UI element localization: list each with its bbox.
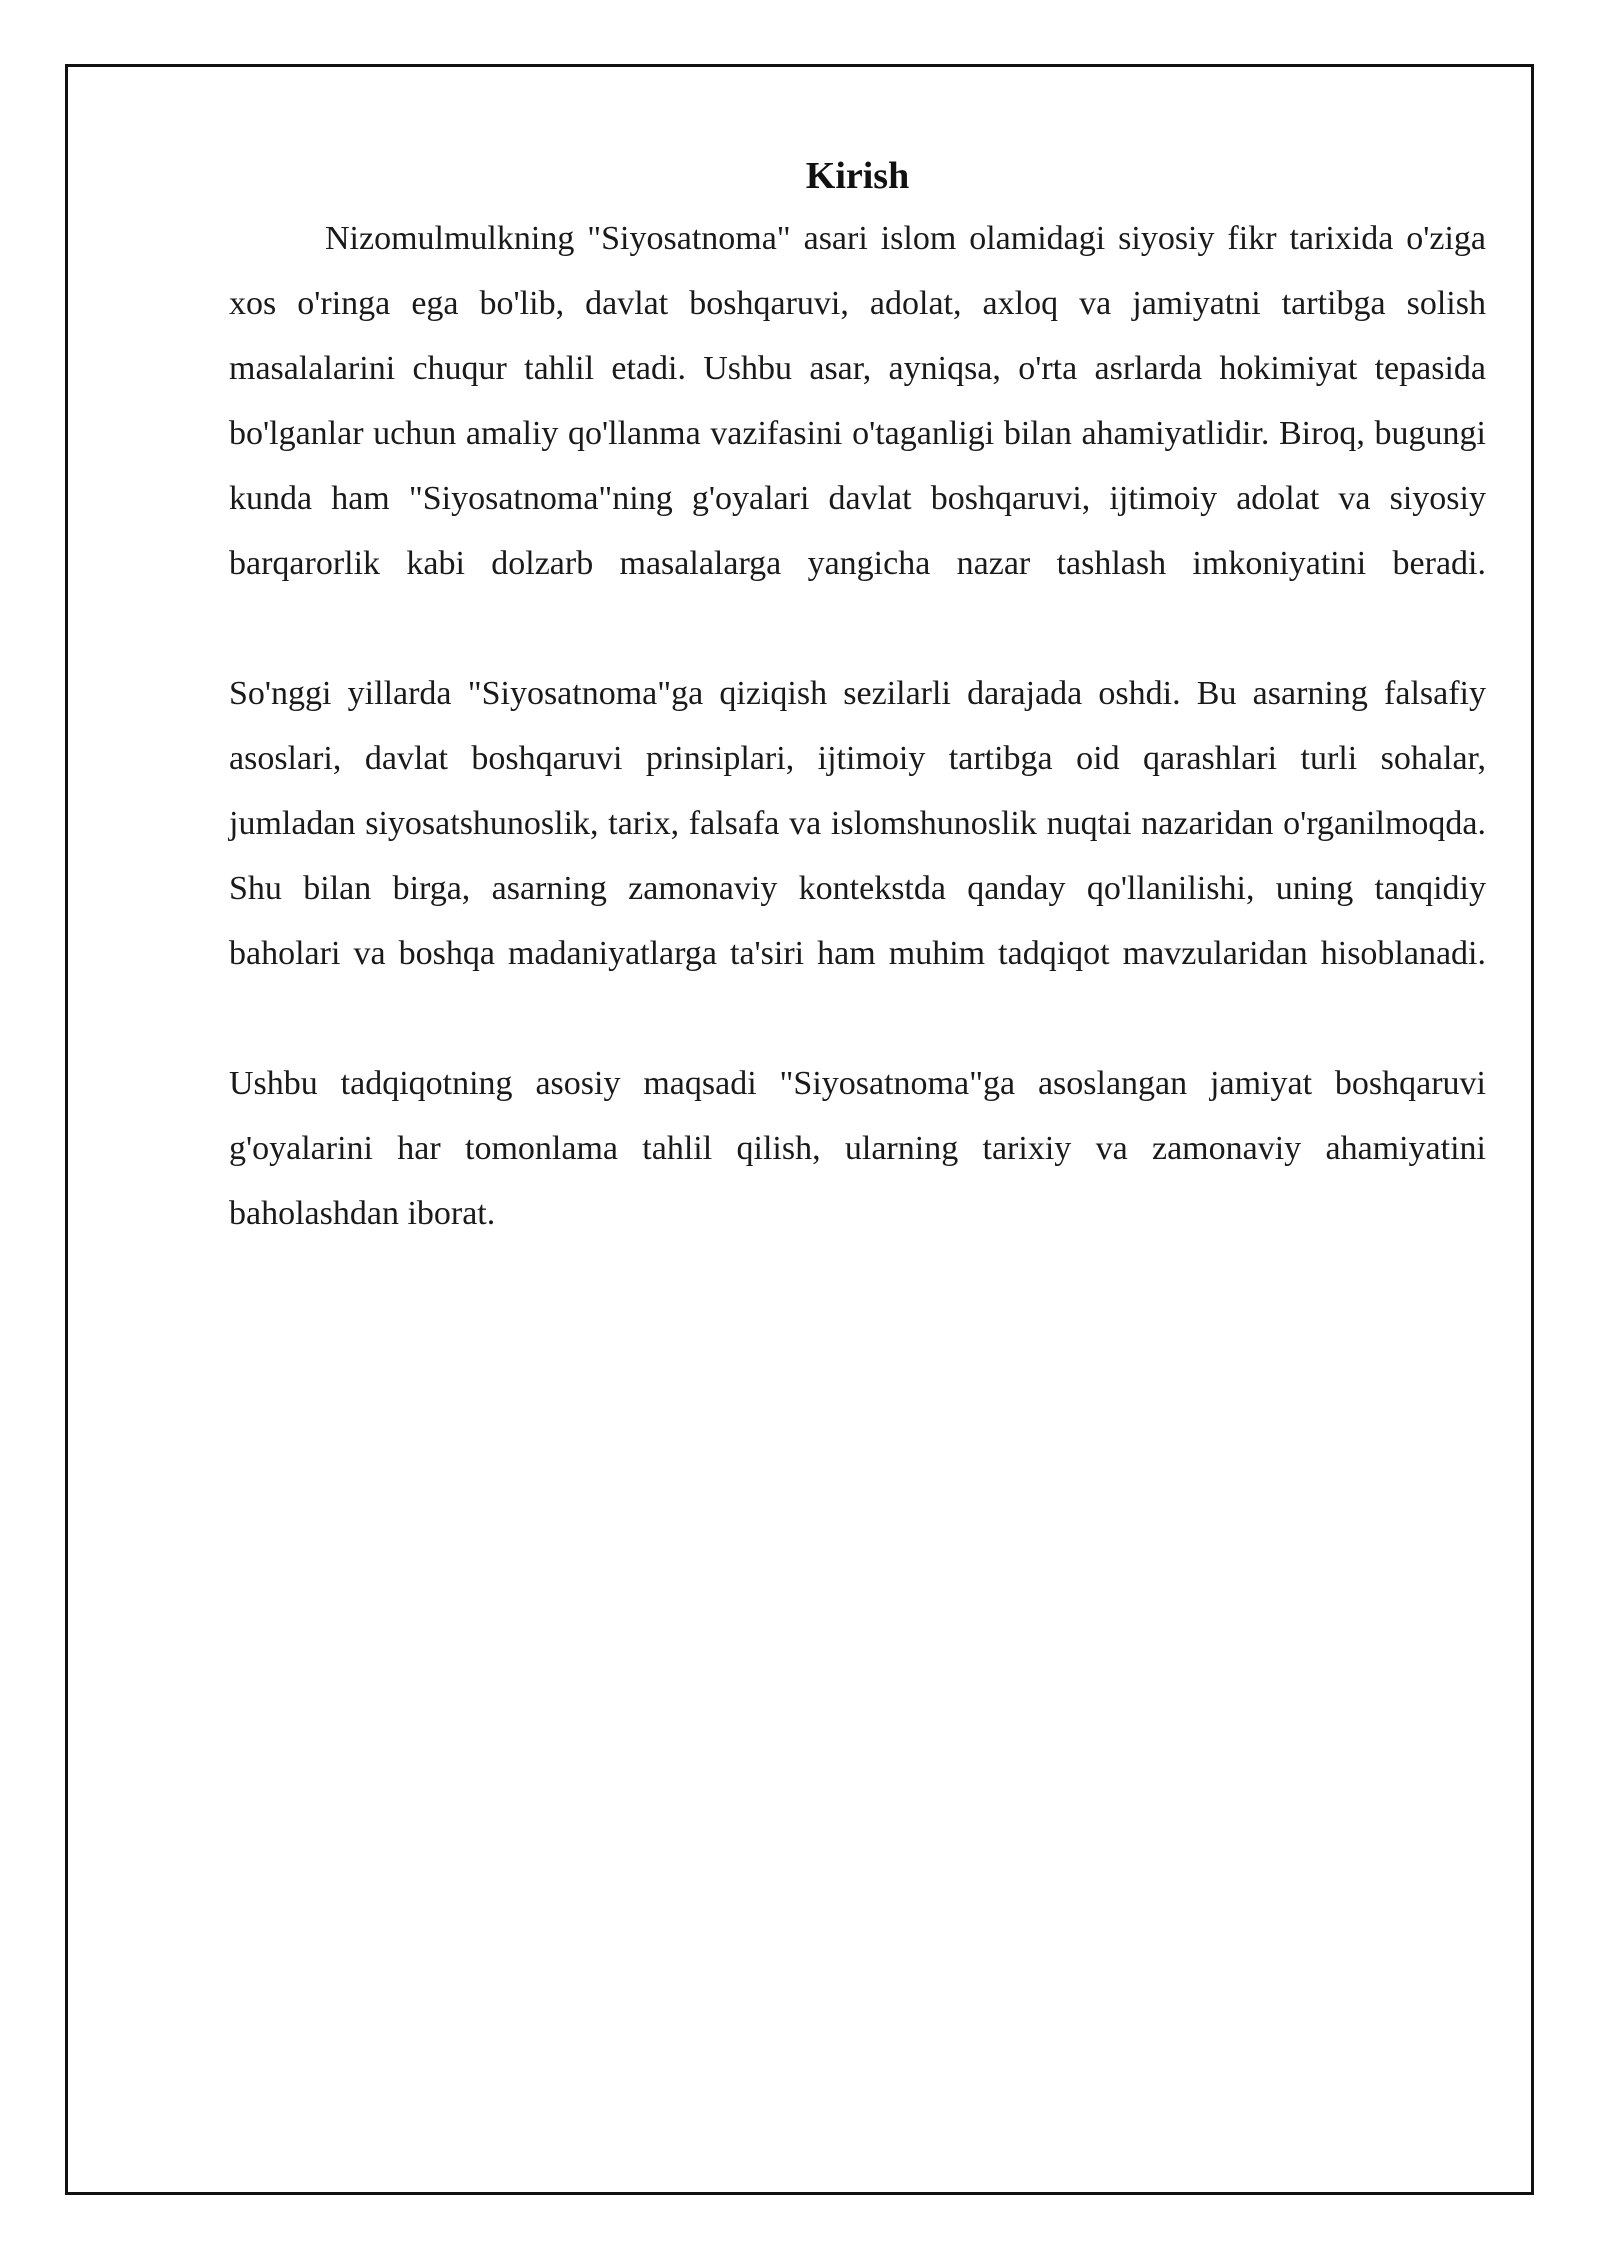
document-body — [229, 150, 1486, 1246]
paragraph-goal: Ushbu tadqiqotning asosiy maqsadi "Siyosatnoma"ga asoslangan jamiyat boshqaruvi g'oyalarini har tomonlama tahlil qilish, ularning tarixiy va zamonaviy ahamiyatini baholashdan iborat. — [229, 1065, 1486, 1232]
paragraph-spacer — [229, 986, 1486, 1051]
section-title: Kirish — [805, 155, 910, 197]
paragraph-interest: So'nggi yillarda "Siyosatnoma"ga qiziqish sezilarli darajada oshdi. Bu asarning falsafiy asoslari, davlat boshqaruvi prinsiplari, ijtimoiy tartibga oid qarashlari turli sohalar, jumladan siyosatshunoslik, tarix, falsafa va islomshunoslik nuqtai nazaridan o'rganilmoqda. Shu bilan birga, asarning zamonaviy kontekstda qanday qo'llanilishi, uning tanqidiy baholari va boshqa madaniyatlarga ta'siri ham muhim tadqiqot mavzularidan hisoblanadi. — [229, 675, 1486, 972]
paragraph-spacer — [229, 596, 1486, 661]
paragraph-intro: Nizomulmulkning "Siyosatnoma" asari islom olamidagi siyosiy fikr tarixida o'ziga xos o'ringa ega bo'lib, davlat boshqaruvi, adolat, axloq va jamiyatni tartibga solish masalalarini chuqur tahlil etadi. Ushbu asar, ayniqsa, o'rta asrlarda hokimiyat tepasida bo'lganlar uchun amaliy qo'llanma vazifasini o'taganligi bilan ahamiyatlidir. Biroq, bugungi kunda ham "Siyosatnoma"ning g'oyalari davlat boshqaruvi, ijtimoiy adolat va siyosiy barqarorlik kabi dolzarb masalalarga yangicha nazar tashlash imkoniyatini beradi. — [229, 220, 1486, 582]
